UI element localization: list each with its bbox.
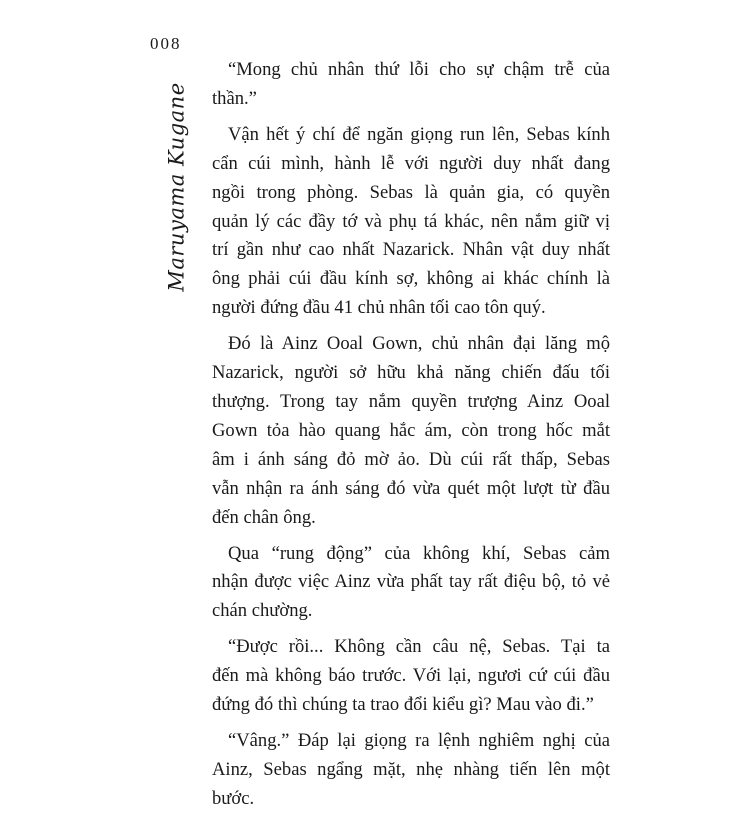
paragraph [212,540,610,627]
paragraph [212,121,610,323]
text-line: ông phải cúi đầu kính sợ, không ai khác chính là [212,268,610,290]
text-line: cẩn cúi mình, hành lễ với người duy nhất đang [212,152,610,174]
text-line: Nazarick, người sở hữu khả năng chiến đấu tối [212,362,610,384]
text-line: trí gần như cao nhất Nazarick. Nhân vật duy nhất [212,239,610,261]
text-line: vẫn nhận ra ánh sáng đó vừa quét một lượt từ đầu [212,477,610,499]
text-line: Đó là Ainz Ooal Gown, chủ nhân đại lăng mộ [228,333,610,355]
text-line: Gown tỏa hào quang hắc ám, còn trong hốc mắt [212,419,610,441]
text-line: thần.” [212,87,257,109]
text-line: quản lý các đầy tớ và phụ tá khác, nên nắm giữ vị [212,210,610,232]
text-line: “Vâng.” Đáp lại giọng ra lệnh nghiêm nghị của [228,729,610,751]
paragraph [212,330,610,532]
author-name: Maruyama Kugane [165,82,189,292]
text-line: Qua “rung động” của không khí, Sebas cảm [228,542,610,564]
text-line: âm i ánh sáng đỏ mờ ảo. Dù cúi rất thấp, Sebas [212,448,610,470]
text-line: “Mong chủ nhân thứ lỗi cho sự chậm trễ của [228,59,610,80]
text-line: “Được rồi... Không cần câu nệ, Sebas. Tại ta [228,636,610,658]
page-number: 008 [150,34,182,53]
text-line: chán chường. [212,600,313,622]
paragraph [212,56,610,114]
paragraph [212,633,610,720]
text-line: người đứng đầu 41 chủ nhân tối cao tôn quý. [212,297,546,319]
body-text [212,56,610,821]
text-line: Vận hết ý chí để ngăn giọng run lên, Sebas kính [228,123,610,145]
text-line: đến mà không báo trước. Với lại, ngươi cứ cúi đầu [212,665,610,687]
text-line: đứng đó thì chúng ta trao đổi kiểu gì? Mau vào đi.” [212,694,594,716]
text-line: thượng. Trong tay nắm quyền trượng Ainz Ooal [212,390,610,412]
running-header-author [158,82,196,292]
text-line: nhận được việc Ainz vừa phất tay rất điệu bộ, tỏ vẻ [212,571,610,593]
text-line: Ainz, Sebas ngẩng mặt, nhẹ nhàng tiến lên một [212,758,610,780]
paragraph [212,727,610,814]
text-line: ngồi trong phòng. Sebas là quản gia, có quyền [212,181,610,203]
text-line: đến chân ông. [212,506,316,528]
text-line: bước. [212,787,255,809]
